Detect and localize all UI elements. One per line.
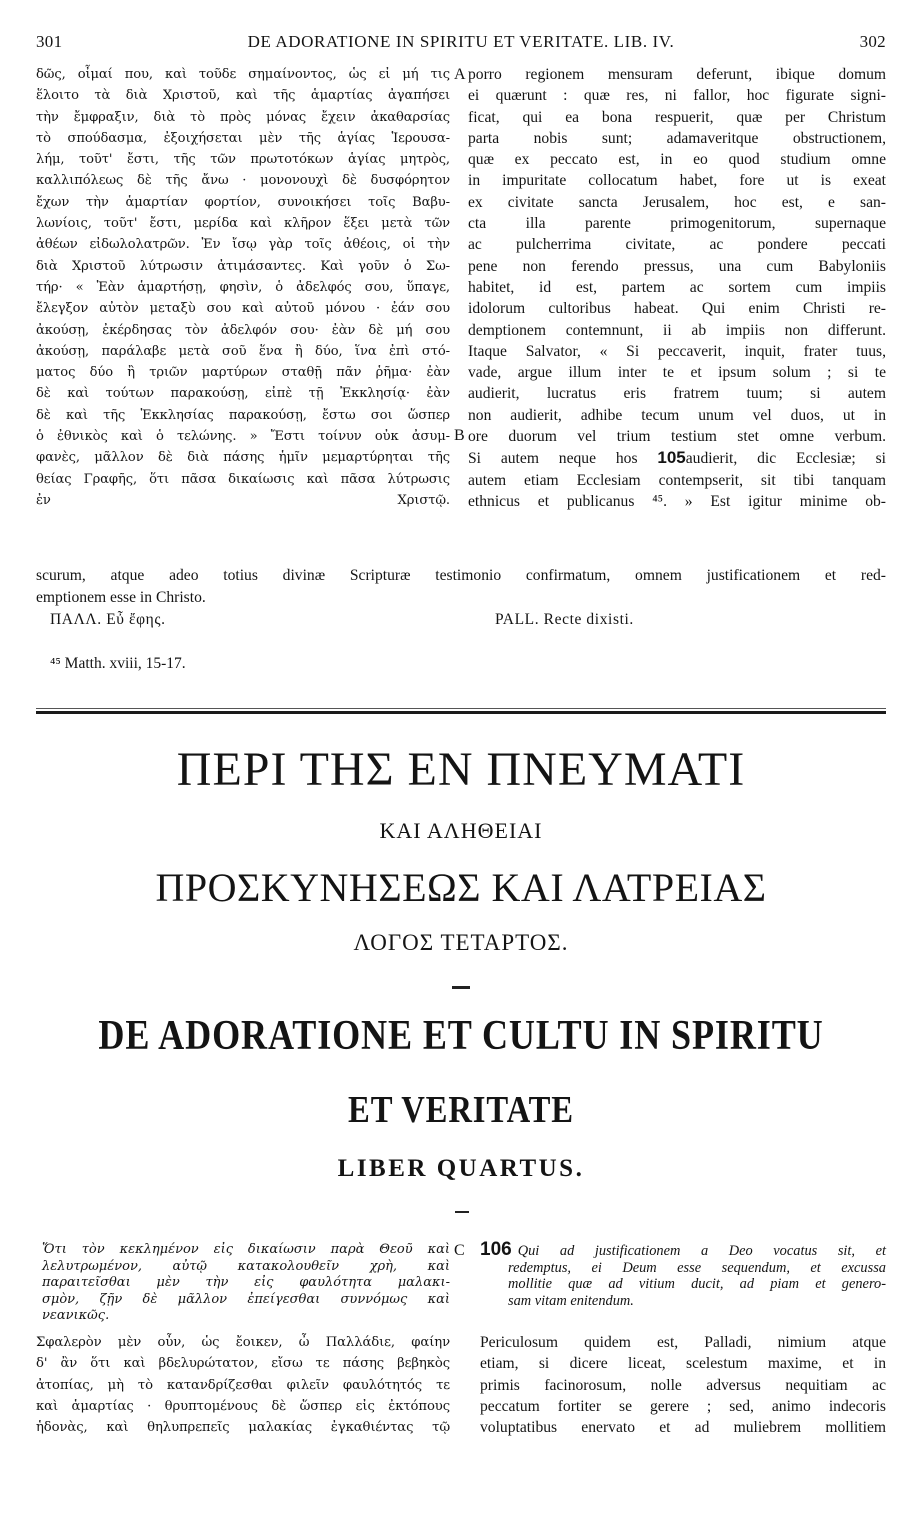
latin-line: audierit, lucratus eris fratrem tuum; si autem xyxy=(468,385,886,403)
latin-body-line: peccatum fortiter se gerere ; sed, animo indecoris xyxy=(480,1397,886,1415)
greek-text-block xyxy=(36,64,450,511)
greek-summary-column xyxy=(36,1242,456,1325)
greek-line: ἕλοιτο τὰ διὰ Χριστοῦ, καὶ τῆς ἁμαρτίας ἀγαπήσει xyxy=(36,88,450,104)
latin-body-line: primis facinorosum, nolle adversus nequitiam ac xyxy=(480,1376,886,1394)
page-marker-105: 105 xyxy=(657,448,686,468)
latin-title-line-2: ET VERITATE xyxy=(348,1089,574,1131)
divider-rule xyxy=(36,711,886,714)
margin-letter-a: A xyxy=(454,66,466,83)
greek-body-line: δ' ἂν ὅτι καὶ βδελυρώτατον, εἴσω τε πάσης βεβηκὸς xyxy=(36,1356,450,1372)
page-marker-106: 106 xyxy=(480,1239,512,1260)
greek-title-line-3: ΠΡΟΣΚΥΝΗΣΕΩΣ ΚΑΙ ΛΑΤΡΕΙΑΣ xyxy=(155,865,767,910)
latin-line: vade, argue illum inter te et ipsum solum ; si te xyxy=(468,364,886,382)
greek-line: λωνίοις, τοῦτ' ἔστι, μερίδα καὶ κλῆρον ἕξει μετὰ τῶν xyxy=(36,216,450,232)
latin-line: ethnicus et publicanus ⁴⁵. » Est igitur minime ob- xyxy=(468,492,886,510)
latin-body-line: Periculosum quidem est, Palladi, nimium atque xyxy=(480,1334,886,1351)
latin-line: non audierit, adhibe tecum unum vel duos, ut in xyxy=(468,406,886,424)
latin-summary-line: mollitie quæ ad vitium ducit, ad piam et genero- xyxy=(508,1276,886,1292)
latin-line: habitet, id est, partem ac sortem cum impiis xyxy=(468,278,886,296)
latin-column xyxy=(456,64,886,512)
greek-summary-line: νεανικῶς. xyxy=(42,1308,110,1323)
latin-text-block xyxy=(468,64,886,512)
greek-line: ὁ ἐθνικὸς καὶ ὁ τελώνης. » Ἔστι τοίνυν οὐκ ἀσυμ- xyxy=(36,429,450,445)
latin-line: ore duorum vel trium testium stet omne verbum. xyxy=(468,428,886,446)
latin-line: Itaque Salvator, « Si peccaverit, inquit, frater tuus, xyxy=(468,342,886,360)
greek-line: τὴν ἔμφραξιν, διὰ τὸ πρὸς μόνας ἔχειν ἀκαθαρσίας xyxy=(36,109,450,125)
greek-line: θείας Γραφῆς, ὅτι πᾶσα δικαίωσις καὶ πᾶσα λύτρωσις xyxy=(36,471,450,487)
greek-line: ματος δύο ἢ τριῶν μαρτύρων σταθῇ πᾶν ῥῆμα· ἐὰν xyxy=(36,365,450,381)
greek-summary-line: παραιτεῖσθαι μὲν τὴν εἰς φαυλότητα μαλακι- xyxy=(42,1275,450,1290)
greek-title-line-1: ΠΕΡΙ ΤΗΣ ΕΝ ΠΝΕΥΜΑΤΙ xyxy=(176,743,746,796)
greek-line: δὲ καὶ τῆς Ἐκκλησίας παρακούσῃ, ἔστω σοι ὥσπερ xyxy=(36,407,450,423)
latin-line: quæ ex peccato est, in eo quod studium omne xyxy=(468,151,886,169)
greek-line: ἔλεγξον αὐτὸν μεταξὺ σου καὶ αὐτοῦ μόνου · ἐάν σου xyxy=(36,301,450,317)
greek-body-column xyxy=(36,1332,456,1438)
latin-body-line: etiam, si dicere liceat, scelestum maxime, et in xyxy=(480,1355,886,1373)
greek-summary-line: Ὅτι τὸν κεκλημένον εἰς δικαίωσιν παρὰ Θεοῦ καὶ xyxy=(42,1242,450,1257)
latin-line: idolorum cultoribus habeat. Qui enim Christi re- xyxy=(468,300,886,318)
latin-summary-text: Qui ad justificationem a Deo vocatus sit, et xyxy=(517,1243,886,1259)
greek-line: τήρ· « Ἐὰν ἁμαρτήσῃ, φησὶν, ὁ ἀδελφός σου, ὕπαγε, xyxy=(36,279,450,295)
greek-line: διὰ Χριστοῦ λύτρωσιν ἀτιμάσαντες. Καὶ γοῦν ὁ Σω- xyxy=(36,258,450,274)
latin-summary-line xyxy=(480,1239,886,1260)
body-columns xyxy=(36,1332,886,1438)
latin-line: ficat, qui ea bona respuerit, quæ per Christum xyxy=(468,108,886,126)
greek-line: ἀκούσῃ, ἐκέρδησας τὸν ἀδελφόν σου· ἐὰν δὲ μή σου xyxy=(36,322,450,338)
greek-title-line-4: ΛΟΓΟΣ ΤΕΤΑΡΤΟΣ. xyxy=(353,930,569,955)
latin-line-part: audierit, dic Ecclesiæ; si xyxy=(685,450,886,468)
latin-line: porro regionem mensuram deferunt, ibique domum xyxy=(468,66,886,83)
greek-line: φανὲς, μᾶλλον δὲ διὰ πάσης ἡμῖν μεμαρτύρηται τῆς xyxy=(36,450,450,466)
latin-summary-line: redemptus, ei Deum esse sequendum, et excussa xyxy=(508,1259,886,1276)
greek-body-line: καὶ ἁμαρτίας · θρυπτομένους δὲ ὥσπερ εἰς ἐκτόπους xyxy=(36,1398,450,1414)
greek-summary-line: λελυτρωμένον, αὐτῷ κατακολουθεῖν χρὴ, καὶ xyxy=(42,1258,450,1274)
running-head xyxy=(36,32,886,58)
divider-thin xyxy=(36,708,886,709)
greek-title-line-2: ΚΑΙ ΑΛΗΘΕΙΑΙ xyxy=(379,818,543,843)
latin-line: ex civitate sancta Jerusalem, hoc est, e san- xyxy=(468,193,886,211)
margin-letter-b: B xyxy=(454,427,465,444)
greek-line: ἀθέων εἰδωλολατρῶν. Ἐν ἴσῳ γὰρ τοῖς ἀθέοις, οἱ τὴν xyxy=(36,237,450,253)
title-dash-2 xyxy=(455,1211,469,1213)
latin-line: cta illa parente primogenitorum, supernaque xyxy=(468,215,886,233)
greek-line: ἔχων τὴν ἁμαρτίαν φορτίον, συνοικήσει τοῖς Βαβυ- xyxy=(36,194,450,210)
greek-line: τὸ σπούδασμα, ἐξοιχήσεται μὲν τῆς ἁγίας Ἱερουσα- xyxy=(36,130,450,146)
latin-title-line-1: DE ADORATIONE ET CULTU IN SPIRITU xyxy=(98,1013,824,1059)
latin-line: in impuritate collocatum habet, fore ut is exeat xyxy=(468,172,886,190)
margin-letter-c: C xyxy=(454,1242,465,1259)
speaker-greek: ΠΑΛΛ. Εὖ ἔφης. xyxy=(50,611,166,628)
greek-line: ἐν Χριστῷ. xyxy=(36,492,450,508)
greek-summary-line: σμὸν, ζῇν δὲ μᾶλλον ἐπείγεσθαι συννόμως καὶ xyxy=(42,1291,450,1307)
latin-body-column xyxy=(456,1332,886,1438)
continuation-line-1: scurum, atque adeo totius divinæ Scripturæ testimonio confirmatum, omnem justificationem et red- xyxy=(36,567,886,584)
latin-summary-line: sam vitam enitendum. xyxy=(508,1292,634,1309)
greek-line: λήμ, τοῦτ' ἔστι, τῆς τῶν πρωτοτόκων ἁγίας μητρὸς, xyxy=(36,152,450,168)
greek-body-line: ἡδονὰς, καὶ θηλυπρεπεῖς μαλακίας ἐγκαθιέντας τῷ xyxy=(36,1420,450,1436)
greek-column xyxy=(36,64,456,512)
greek-line: δῶς, οἶμαί που, καὶ τοῦδε σημαίνοντος, ὡς εἰ μή τις xyxy=(36,67,450,82)
latin-summary xyxy=(480,1239,886,1309)
footnote: ⁴⁵ Matth. xviii, 15-17. xyxy=(50,655,186,672)
latin-line xyxy=(468,447,886,469)
latin-line: pene non ferendo pressus, una cum Babyloniis xyxy=(468,257,886,275)
latin-line: autem etiam Ecclesiam contempserit, sit tibi tanquam xyxy=(468,471,886,489)
latin-line: ac pulcherrima civitate, ac pondere peccati xyxy=(468,236,886,254)
latin-body-line: voluptatibus enervato et ad muliebrem mollitiem xyxy=(480,1419,886,1437)
latin-body xyxy=(480,1332,886,1438)
greek-body-line: Σφαλερὸν μὲν οὖν, ὡς ἔοικεν, ὦ Παλλάδιε, φαίην xyxy=(36,1335,450,1350)
latin-line-part: Si autem neque hos xyxy=(468,450,658,468)
right-page-number: 302 xyxy=(859,32,886,51)
greek-body xyxy=(36,1332,450,1438)
running-title: DE ADORATIONE IN SPIRITU ET VERITATE. LIB. IV. xyxy=(247,32,675,51)
latin-line: demptionem contemnunt, ii ab impiis non differunt. xyxy=(468,321,886,339)
latin-line: ei quærunt : quæ res, ni fallor, hoc figurate signi- xyxy=(468,87,886,105)
latin-title-line-3: LIBER QUARTUS. xyxy=(337,1155,585,1182)
greek-line: ἀκούσῃ, παράλαβε μετὰ σοῦ ἕνα ἢ δύο, ἵνα ἐπὶ στό- xyxy=(36,343,450,359)
greek-body-line: ἀτοπίας, μὴ τὸ κατανδρίζεσθαι φιλεῖν φαυλότητός τε xyxy=(36,1377,450,1393)
continuation-line-2: emptionem esse in Christo. xyxy=(36,589,206,606)
greek-line: δὲ καὶ τούτων παρακούσῃ, εἰπὲ τῇ Ἐκκλησίᾳ· ἐὰν xyxy=(36,386,450,402)
speaker-latin: PALL. Recte dixisti. xyxy=(495,611,634,628)
latin-line: parta nobis sunt; adamaveritque obstructionem, xyxy=(468,129,886,147)
greek-summary xyxy=(42,1242,450,1325)
latin-summary-column xyxy=(456,1239,886,1325)
greek-line: καλλιπόλεως δὲ τῆς ἄνω · μονονουχὶ δὲ δυσφόρητον xyxy=(36,173,450,189)
title-dash-1 xyxy=(452,986,470,989)
left-page-number: 301 xyxy=(36,32,63,51)
